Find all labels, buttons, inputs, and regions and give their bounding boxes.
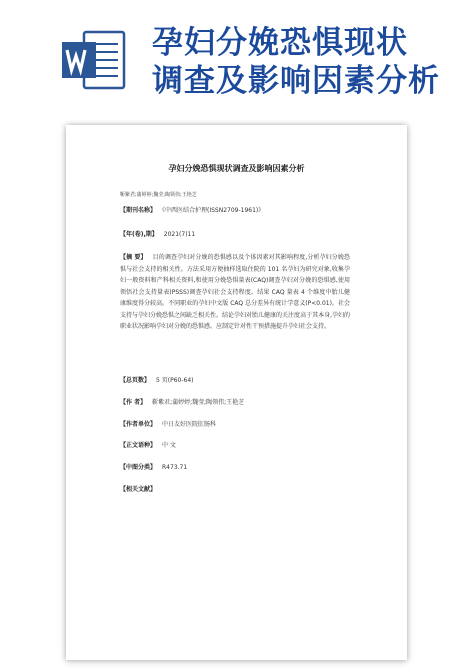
word-document-icon: [60, 26, 128, 94]
field-references: [120, 484, 350, 496]
field-value: 靳紫君;蒲婷婷;魏莹;陶领伟;王艳芝: [152, 399, 245, 406]
header-banner: [0, 0, 474, 118]
field-label: 【作 者】: [120, 399, 147, 406]
field-value: 中 文: [162, 442, 176, 449]
field-value: 2021(7)11: [163, 231, 196, 238]
field-value: R473.71: [162, 464, 188, 471]
field-label: 【总页数】: [120, 377, 151, 384]
field-label: 【摘 要】: [120, 254, 147, 261]
paper-title: 孕妇分娩恐惧现状调查及影响因素分析: [168, 164, 305, 173]
field-label: 【年(卷),期】: [120, 231, 158, 238]
document-page: [66, 125, 407, 660]
field-pages: [120, 375, 350, 387]
authors-line: 靳紫君;蒲婷婷;魏莹;陶领伟;王艳芝: [120, 192, 197, 198]
field-authors: [120, 397, 350, 409]
field-label: 【期刊名称】: [120, 207, 157, 214]
document-title-line1: 孕妇分娩恐惧现状: [152, 25, 408, 61]
field-value: 中日友好医院肛肠科: [162, 421, 217, 428]
field-label: 【中图分类】: [120, 464, 157, 471]
field-language: [120, 440, 350, 452]
field-journal: [120, 205, 350, 217]
field-abstract: [120, 252, 350, 333]
field-value: 《中西医结合护理(ISSN2709-1961)》: [162, 207, 265, 214]
field-label: 【相关文献】: [120, 486, 157, 493]
field-label: 【正文语种】: [120, 442, 157, 449]
field-year: [120, 229, 350, 241]
field-classification: [120, 462, 350, 474]
field-value: 5 页(P60-64): [156, 377, 194, 384]
field-value: 目的调查孕妇对分娩的恐惧感以及个体因素对其影响程度,分析孕妇分娩恐惧与社会支持的相关性。方法采用方便抽样选取住院的 101 名孕妇为研究对象,收集孕妇一般资料和产科相关资料,和使用分娩恐惧量表(CAQ)调查孕妇对分娩的恐惧感,使用领悟社会支持量表(PSSS)调查孕妇社会支持程度。结果 CAQ 量表 4 个维度中胎儿健康维度得分较高。不同职业的孕妇中文版 CAQ 总分差异有统计学意义(P<0.01)。社会支持与孕妇分娩恐惧之间缺乏相关性。结论孕妇对胎儿健康的关注度高于其本身,孕妇的职业状况影响孕妇对分娩的恐惧感。应制定针对性干预措施提升孕妇社会支持。: [120, 254, 350, 330]
field-label: 【作者单位】: [120, 421, 157, 428]
field-affiliation: [120, 419, 350, 431]
document-title-line2: 调查及影响因素分析: [152, 63, 440, 99]
document-title: [152, 24, 467, 100]
